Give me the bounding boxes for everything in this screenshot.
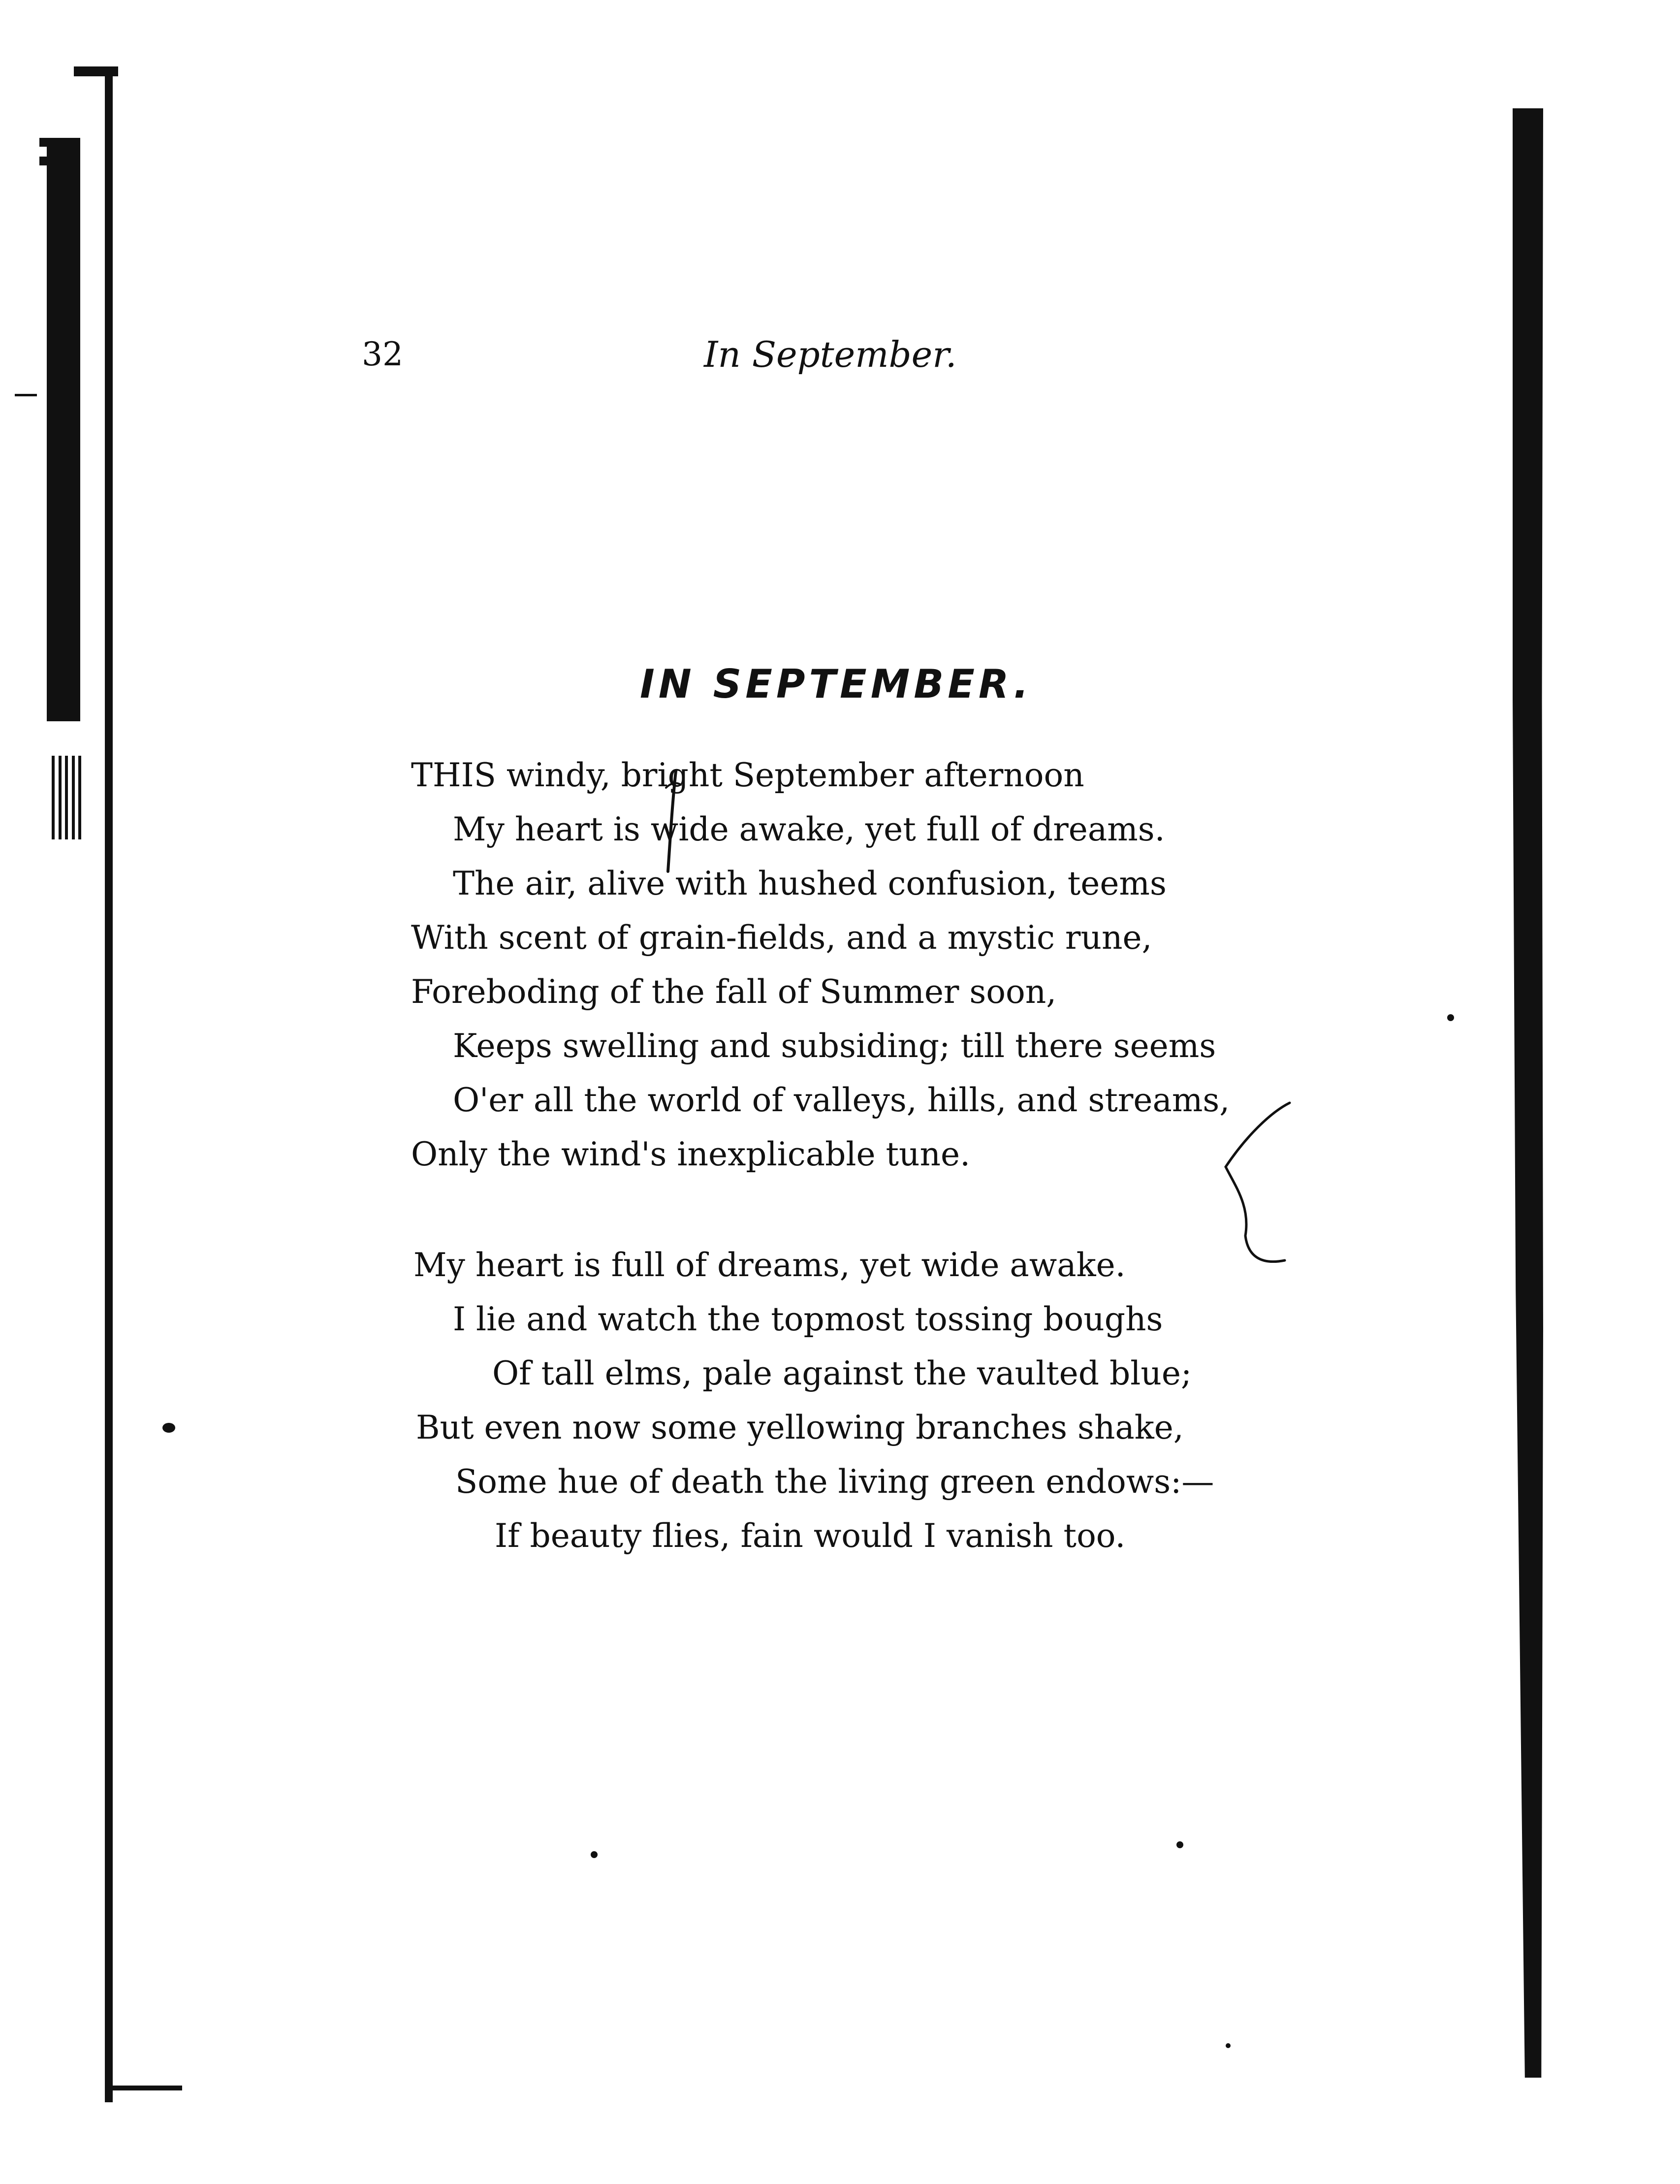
poem-line: If beauty flies, fain would I vanish too. <box>495 1517 1126 1555</box>
poem-line: Of tall elms, pale against the vaulted blue; <box>492 1354 1192 1392</box>
running-title: In September. <box>704 334 957 375</box>
margin-speck <box>1226 2043 1231 2048</box>
scan-notch <box>39 157 79 165</box>
page-number: 32 <box>362 335 403 373</box>
scan-notch <box>39 138 79 147</box>
poem-line: O'er all the world of valleys, hills, and streams, <box>453 1081 1230 1119</box>
poem-line: Only the wind's inexplicable tune. <box>411 1135 971 1173</box>
poem-line: But even now some yellowing branches shake, <box>416 1409 1184 1446</box>
poem-line: The air, alive with hushed confusion, teems <box>453 865 1167 902</box>
poem-line: My heart is full of dreams, yet wide awake. <box>413 1246 1126 1284</box>
poem-line: THIS windy, bright September afternoon <box>411 756 1084 794</box>
poem-line: Keeps swelling and subsiding; till there seems <box>453 1027 1216 1065</box>
scan-edge-bottom-left <box>108 2086 182 2090</box>
margin-speck <box>591 1851 598 1858</box>
bracket-annotation-icon <box>1216 1093 1314 1290</box>
scan-ticks <box>52 756 81 839</box>
poem-line: With scent of grain-fields, and a mystic rune, <box>411 919 1152 957</box>
scan-dash <box>15 394 37 396</box>
pencil-stroke-icon <box>662 768 682 876</box>
poem-line: Some hue of death the living green endows:— <box>455 1463 1214 1501</box>
margin-speck <box>1176 1841 1183 1848</box>
poem-line: My heart is wide awake, yet full of dreams. <box>453 810 1165 848</box>
poem-line: Foreboding of the fall of Summer soon, <box>411 973 1057 1011</box>
margin-speck <box>162 1423 175 1433</box>
poem-line: I lie and watch the topmost tossing boughs <box>453 1300 1163 1338</box>
scan-strip-left <box>47 138 80 721</box>
scan-edge-right <box>1513 108 1543 2078</box>
scan-edge-left <box>105 69 113 2102</box>
margin-speck <box>1447 1014 1454 1021</box>
poem-title: IN SEPTEMBER. <box>640 661 1033 707</box>
